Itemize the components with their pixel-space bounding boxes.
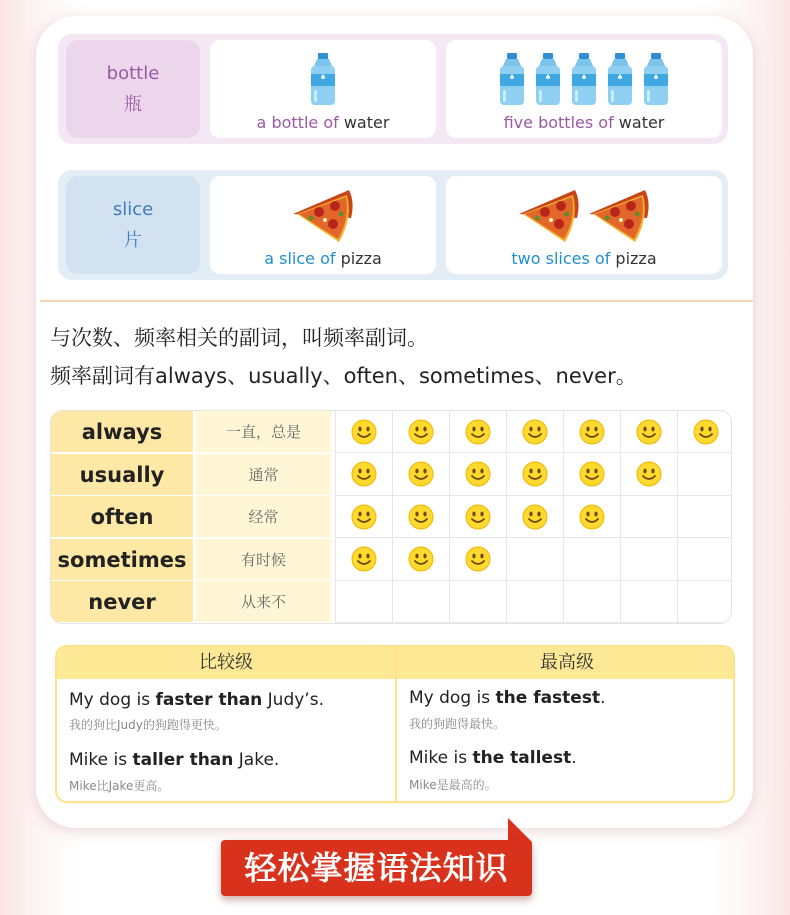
caption-quantity: two [511, 249, 541, 268]
example-single [210, 40, 436, 138]
bottle-pics [210, 52, 436, 108]
column-divider [395, 647, 397, 803]
caption-noun: pizza [340, 249, 382, 268]
frequency-cell [392, 539, 449, 581]
comparative-translation-1: 我的狗比Judy的狗跑得更快。 [69, 718, 227, 732]
superlative-translation-1: 我的狗跑得最快。 [409, 717, 506, 731]
superlative-example-1 [409, 687, 606, 709]
smiley-face-icon [522, 504, 548, 530]
frequency-table [50, 410, 732, 624]
smiley-face-icon [408, 546, 434, 572]
measure-word-label [66, 40, 200, 138]
frequency-cell [620, 411, 677, 453]
adverb-word: always [51, 411, 193, 453]
sentence-part: My dog is [69, 690, 156, 710]
frequency-cell [392, 496, 449, 538]
sentence-part: . [571, 748, 577, 768]
pizza-slice-icon [291, 188, 355, 244]
frequency-row-sometimes [51, 539, 732, 581]
caption-quantity: a [256, 113, 267, 132]
frequency-cell [449, 411, 506, 453]
frequency-cell [335, 581, 392, 623]
bottle-pics [446, 52, 722, 108]
pizza-pics [446, 188, 722, 244]
smiley-face-icon [408, 504, 434, 530]
smiley-face-icon [465, 504, 491, 530]
comparative-translation-2: Mike比Jake更高。 [69, 779, 170, 793]
adverb-meaning: 一直，总是 [196, 411, 331, 453]
example-single [210, 176, 436, 274]
frequency-row-never [51, 581, 732, 623]
smiley-face-icon [408, 461, 434, 487]
frequency-cell [620, 454, 677, 496]
smiley-face-icon [351, 461, 377, 487]
sentence-part: . [600, 688, 606, 708]
water-bottle-icon [533, 52, 563, 106]
frequency-cell [506, 411, 563, 453]
frequency-row-always [51, 411, 732, 453]
smiley-face-icon [579, 461, 605, 487]
sentence-part: Mike is [69, 750, 133, 770]
measure-word-label [66, 176, 200, 274]
sentence-part: Mike is [409, 748, 473, 768]
caption-quantity: a [264, 249, 275, 268]
sentence-key: faster than [155, 690, 263, 710]
example-caption [210, 112, 436, 134]
caption-noun: water [343, 113, 390, 132]
water-bottle-icon [641, 52, 671, 106]
frequency-cell [506, 496, 563, 538]
promo-banner: 轻松掌握语法知识 [221, 840, 532, 896]
frequency-cell [449, 496, 506, 538]
smiley-face-icon [351, 504, 377, 530]
caption-unit: slice of [279, 249, 336, 268]
adverb-meaning: 经常 [196, 496, 331, 538]
smiley-face-icon [579, 419, 605, 445]
banner-pointer [508, 818, 532, 842]
adverb-word: often [51, 496, 193, 538]
smiley-face-icon [636, 461, 662, 487]
measure-row-bottle [58, 34, 728, 144]
frequency-row-usually [51, 454, 732, 496]
pizza-pics [210, 188, 436, 244]
frequency-cell [335, 454, 392, 496]
frequency-cell [563, 539, 620, 581]
frequency-cell [449, 581, 506, 623]
frequency-cell [392, 411, 449, 453]
frequency-cell [506, 539, 563, 581]
sentence-key: the fastest [495, 688, 601, 708]
intro-line-1: 与次数、频率相关的副词，叫频率副词。 [50, 326, 428, 350]
smiley-face-icon [351, 546, 377, 572]
smiley-face-icon [465, 546, 491, 572]
water-bottle-icon [569, 52, 599, 106]
pizza-slice-icon [587, 188, 651, 244]
smiley-face-icon [465, 461, 491, 487]
superlative-example-2 [409, 747, 577, 769]
adverb-meaning: 通常 [196, 454, 331, 496]
frequency-cell [677, 539, 732, 581]
sentence-part: Judy’s. [262, 690, 324, 710]
smiley-face-icon [579, 504, 605, 530]
adverb-meaning: 有时候 [196, 539, 331, 581]
comparative-example-2 [69, 749, 279, 771]
smiley-face-icon [522, 461, 548, 487]
example-caption [446, 112, 722, 134]
frequency-cell [335, 539, 392, 581]
frequency-cell [335, 496, 392, 538]
water-bottle-icon [605, 52, 635, 106]
comparison-table [55, 645, 735, 803]
sentence-key: the tallest [472, 748, 572, 768]
frequency-cell [506, 454, 563, 496]
frequency-cell [335, 411, 392, 453]
section-divider [40, 300, 753, 302]
frequency-cell [506, 581, 563, 623]
pizza-slice-icon [517, 188, 581, 244]
superlative-header: 最高级 [397, 647, 735, 679]
adverb-word: never [51, 581, 193, 623]
adverb-word: sometimes [51, 539, 193, 581]
example-caption [210, 248, 436, 270]
water-bottle-icon [308, 52, 338, 106]
adverb-word: usually [51, 454, 193, 496]
smiley-face-icon [351, 419, 377, 445]
comparative-example-1 [69, 689, 324, 711]
frequency-cell [563, 581, 620, 623]
example-caption [446, 248, 722, 270]
frequency-cell [563, 411, 620, 453]
smiley-face-icon [522, 419, 548, 445]
caption-unit: slices of [545, 249, 611, 268]
measure-word-en: slice [112, 199, 154, 220]
frequency-cell [677, 496, 732, 538]
frequency-cell [620, 581, 677, 623]
frequency-cell [677, 411, 732, 453]
frequency-cell [563, 496, 620, 538]
superlative-translation-2: Mike是最高的。 [409, 778, 497, 792]
caption-noun: water [618, 113, 665, 132]
frequency-cell [620, 496, 677, 538]
frequency-cell [620, 539, 677, 581]
sentence-part: Jake. [233, 750, 280, 770]
caption-quantity: five [503, 113, 533, 132]
caption-unit: bottle of [271, 113, 339, 132]
sentence-key: taller than [132, 750, 234, 770]
frequency-cell [449, 454, 506, 496]
water-bottle-icon [497, 52, 527, 106]
adverb-meaning: 从来不 [196, 581, 331, 623]
measure-word-zh: 瓶 [124, 94, 142, 115]
frequency-cell [392, 454, 449, 496]
intro-line-2: 频率副词有always、usually、often、sometimes、never。 [50, 364, 637, 388]
smiley-face-icon [465, 419, 491, 445]
example-plural [446, 176, 722, 274]
comparative-header: 比较级 [57, 647, 395, 679]
caption-noun: pizza [615, 249, 657, 268]
smiley-face-icon [636, 419, 662, 445]
caption-unit: bottles of [538, 113, 614, 132]
frequency-cell [392, 581, 449, 623]
frequency-cell [449, 539, 506, 581]
smiley-face-icon [693, 419, 719, 445]
measure-word-zh: 片 [124, 230, 142, 251]
frequency-cell [677, 454, 732, 496]
frequency-row-often [51, 496, 732, 538]
measure-word-en: bottle [106, 63, 160, 84]
sentence-part: My dog is [409, 688, 496, 708]
frequency-cell [677, 581, 732, 623]
measure-row-slice [58, 170, 728, 280]
frequency-cell [563, 454, 620, 496]
example-plural [446, 40, 722, 138]
smiley-face-icon [408, 419, 434, 445]
